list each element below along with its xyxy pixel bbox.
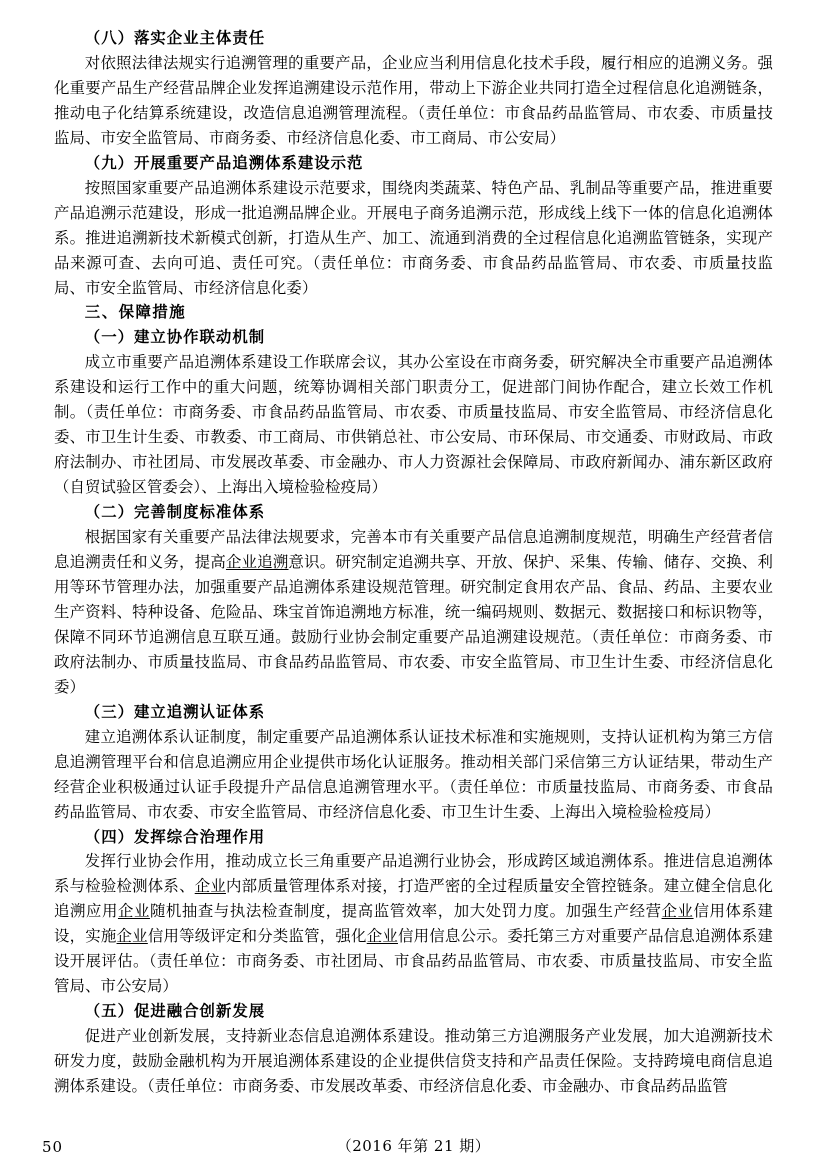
underlined-text: 企业 [366,927,398,946]
body-paragraph: 成立市重要产品追溯体系建设工作联席会议，其办公室设在市商务委，研究解决全市重要产品追溯体系建设和运行工作中的重大问题，统筹协调相关部门职责分工，促进部门间协作配合，建立长效工作机制。（责任单位：市商务委、市食品药品监管局、市农委、市质量技监局、市安全监管局、市经济信息化委、市卫生计生委、市教委、市工商局、市供销总社、市公安局、市环保局、市交通委、市财政局、市政府法制办、市社团局、市发展改革委、市金融办、市人力资源社会保障局、市政府新闻办、浦东新区政府（自贸试验区管委会）、上海出入境检验检疫局） [54,353,773,497]
footer-page-number: 50 [42,1138,64,1156]
underlined-text: 企业 [661,902,694,921]
body-paragraph: 建立追溯体系认证制度，制定重要产品追溯体系认证技术标准和实施规则，支持认证机构为第三方信息追溯管理平台和信息追溯应用企业提供市场化认证服务。推动相关部门采信第三方认证结果，带动生产经营企业积极通过认证手段提升产品信息追溯管理水平。（责任单位：市质量技监局、市商务委、市食品药品监管局、市农委、市安全监管局、市经济信息化委、市卫生计生委、上海出入境检验检疫局） [54,727,773,821]
underlined-text: 企业追溯 [225,553,289,572]
underlined-text: 企业 [194,877,226,896]
body-paragraph: 发挥行业协会作用，推动成立长三角重要产品追溯行业协会，形成跨区域追溯体系。推进信息追溯体系与检验检测体系、企业内部质量管理体系对接，打造严密的全过程质量安全管控链条。建立健全信息化追溯应用企业随机抽查与执法检查制度，提高监管效率，加大处罚力度。加强生产经营企业信用体系建设，实施企业信用等级评定和分类监管，强化企业信用信息公示。委托第三方对重要产品信息追溯体系建设开展评估。（责任单位：市商务委、市社团局、市食品药品监管局、市农委、市质量技监局、市安全监管局、市公安局） [54,852,774,996]
subsection-heading: （八）落实企业主体责任 [84,29,266,47]
subsection-heading: （九）开展重要产品追溯体系建设示范 [84,153,364,172]
body-paragraph: 促进产业创新发展，支持新业态信息追溯体系建设。推动第三方追溯服务产业发展，加大追溯新技术研发力度，鼓励金融机构为开展追溯体系建设的企业提供信贷支持和产品责任保险。支持跨境电商信息追溯体系建设。（责任单位：市商务委、市发展改革委、市经济信息化委、市金融办、市食品药品监管 [54,1027,773,1096]
subsection-heading: （一）建立协作联动机制 [84,328,266,347]
subsection-heading: （四）发挥综合治理作用 [84,827,266,846]
underlined-text: 企业 [116,927,148,946]
body-paragraph: 根据国家有关重要产品法律法规要求，完善本市有关重要产品信息追溯制度规范，明确生产经营者信息追溯责任和义务，提高企业追溯意识。研究制定追溯共享、开放、保护、采集、传输、储存、交换、利用等环节管理办法，加强重要产品追溯体系建设规范管理。研究制定食用农产品、食品、药品、主要农业生产资料、特种设备、危险品、珠宝首饰追溯地方标准，统一编码规则、数据元、数据接口和标识物等，保障不同环节追溯信息互联互通。鼓励行业协会制定重要产品追溯建设规范。（责任单位：市商务委、市政府法制办、市质量技监局、市食品药品监管局、市农委、市安全监管局、市卫生计生委、市经济信息化委） [54,528,773,696]
subsection-heading: （二）完善制度标准体系 [84,503,266,522]
document-body [54,26,773,1099]
page-footer [0,1132,827,1156]
underlined-text: 企业 [117,902,150,921]
section-heading: 三、保障措施 [84,303,187,322]
subsection-heading: （五）促进融合创新发展 [84,1002,266,1021]
body-paragraph: 对依照法律法规实行追溯管理的重要产品，企业应当利用信息化技术手段，履行相应的追溯义务。强化重要产品生产经营品牌企业发挥追溯建设示范作用，带动上下游企业共同打造全过程信息化追溯链条，推动电子化结算系统建设，改造信息追溯管理流程。（责任单位：市食品药品监管局、市农委、市质量技监局、市安全监管局、市商务委、市经济信息化委、市工商局、市公安局） [54,53,773,147]
subsection-heading: （三）建立追溯认证体系 [84,702,266,721]
footer-issue-label: （2016 年第 21 期） [336,1137,491,1155]
body-paragraph: 按照国家重要产品追溯体系建设示范要求，围绕肉类蔬菜、特色产品、乳制品等重要产品，推进重要产品追溯示范建设，形成一批追溯品牌企业。开展电子商务追溯示范，形成线上线下一体的信息化追溯体系。推进追溯新技术新模式创新，打造从生产、加工、流通到消费的全过程信息化追溯监管链条，实现产品来源可查、去向可追、责任可究。（责任单位：市商务委、市食品药品监管局、市农委、市质量技监局、市安全监管局、市经济信息化委） [54,178,773,297]
